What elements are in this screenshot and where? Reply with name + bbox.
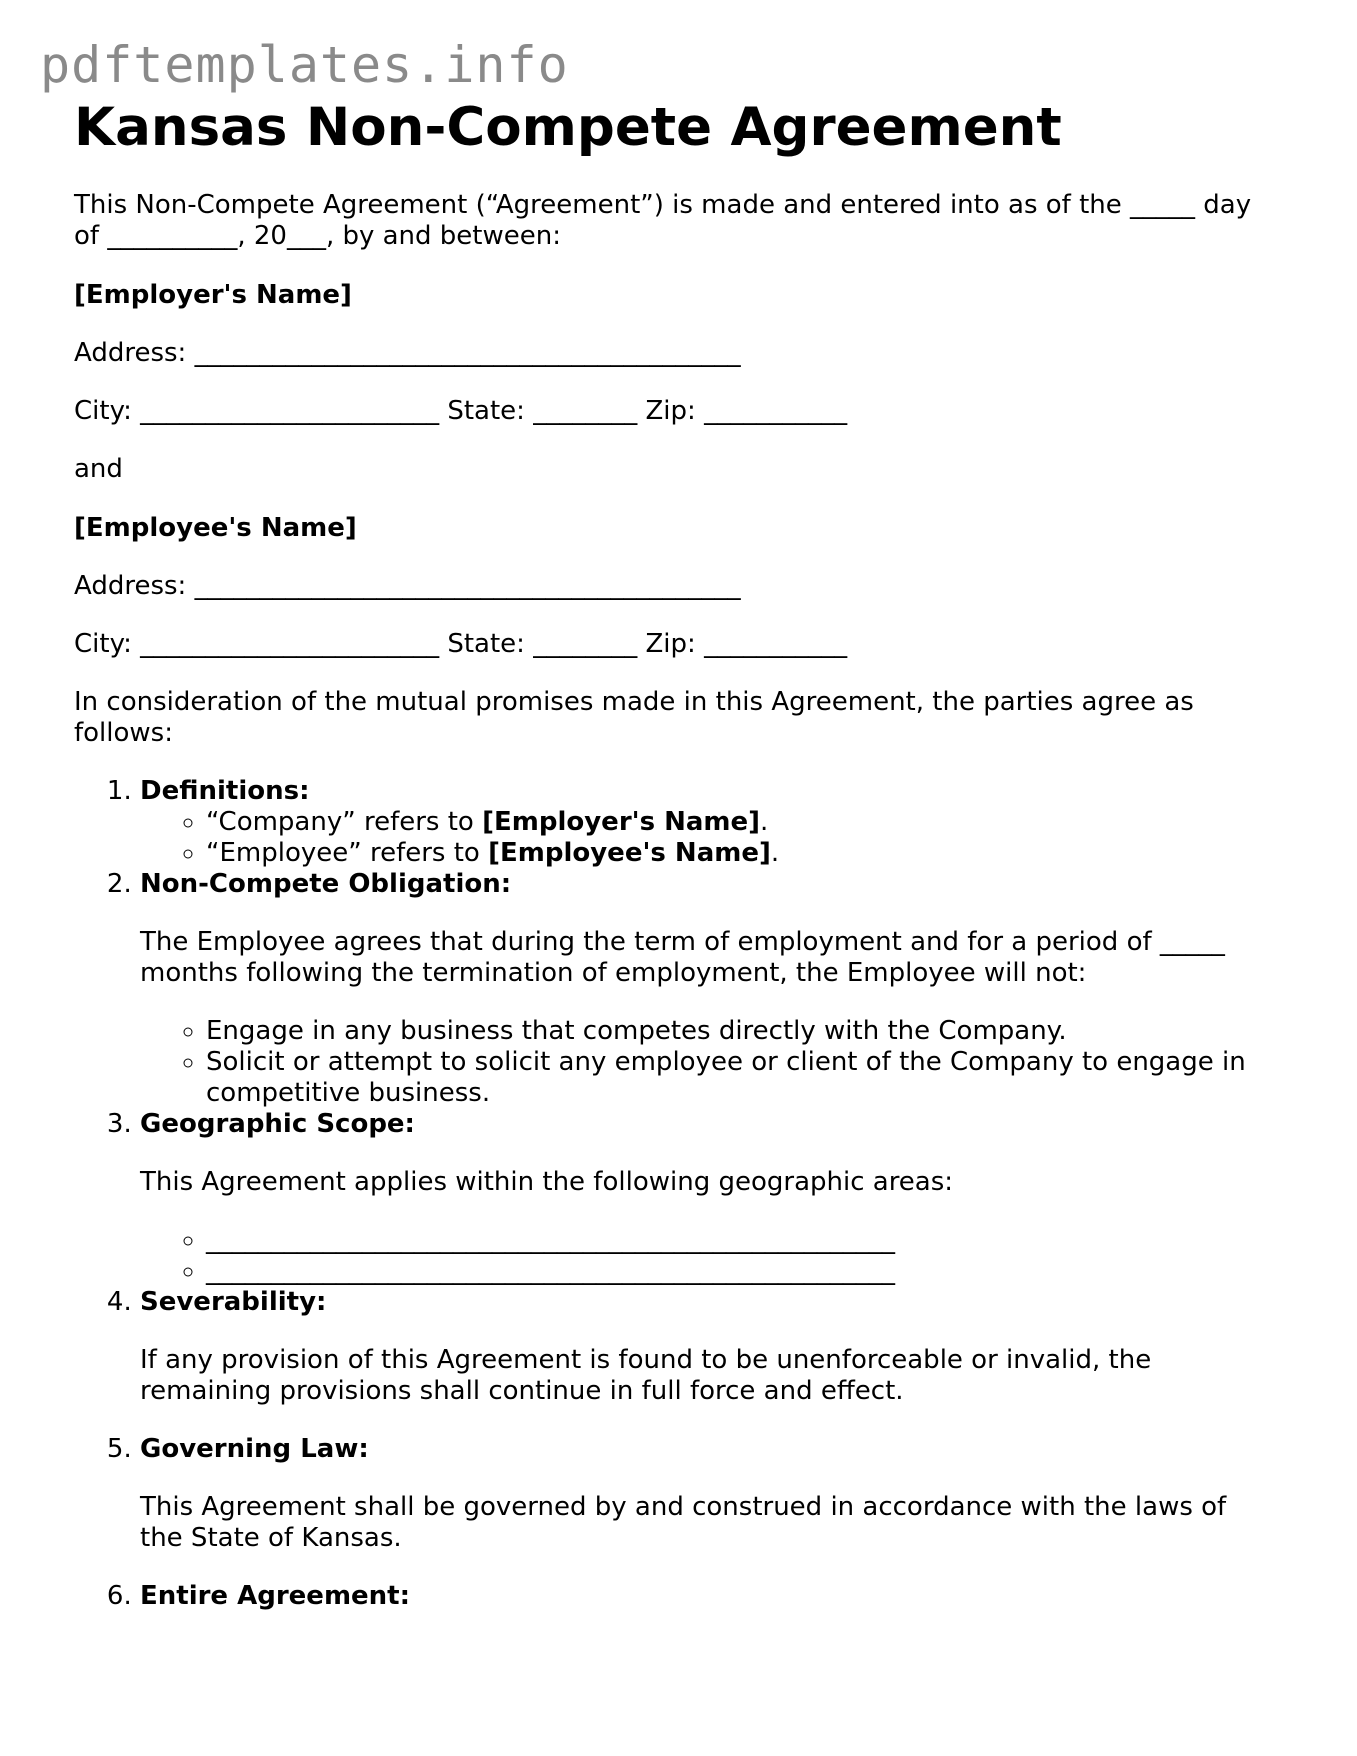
section-title: Geographic Scope:: [140, 1108, 415, 1139]
governing-law-paragraph: [140, 1492, 1294, 1554]
employer-state-field[interactable]: ________: [533, 395, 638, 426]
section-geographic-scope: [140, 1109, 1294, 1287]
sections-list: [74, 776, 1294, 1612]
section-governing-law: [140, 1434, 1294, 1554]
geographic-areas-list: [140, 1225, 1294, 1287]
governing-law-line-1: This Agreement shall be governed by and construed in accordance with the laws of: [140, 1491, 1227, 1522]
employee-city-state-zip-line: [74, 629, 1294, 660]
non-compete-line-2: months following the termination of employment, the Employee will not:: [140, 957, 1087, 988]
section-entire-agreement: [140, 1581, 1294, 1612]
definition-company-text: “Company” refers to: [206, 806, 483, 837]
definition-company-ref: [Employer's Name]: [482, 806, 761, 837]
intro-line-1: This Non-Compete Agreement (“Agreement”) is made and entered into as of the _____ day: [74, 189, 1252, 220]
geographic-area-field[interactable]: ◦ _____________________________________________________: [206, 1225, 1294, 1256]
severability-line-1: If any provision of this Agreement is found to be unenforceable or invalid, the: [140, 1344, 1152, 1375]
employee-state-label: State:: [447, 628, 525, 659]
employer-zip-field[interactable]: ___________: [704, 395, 848, 426]
employee-address-label: Address:: [74, 570, 187, 601]
employee-address-field[interactable]: __________________________________________: [194, 570, 741, 601]
section-title: Definitions:: [140, 775, 310, 806]
definition-employee-text: “Employee” refers to: [206, 837, 489, 868]
intro-paragraph: [74, 190, 1294, 252]
employee-state-field[interactable]: ________: [533, 628, 638, 659]
geographic-paragraph: This Agreement applies within the following geographic areas:: [140, 1166, 954, 1197]
employer-city-state-zip-line: [74, 396, 1294, 427]
definition-employee-period: .: [770, 837, 780, 868]
employee-city-label: City:: [74, 628, 132, 659]
definition-company: [206, 807, 1294, 838]
document-page: [74, 96, 1294, 1612]
watermark: pdftemplates.info: [40, 36, 569, 94]
section-title: Governing Law:: [140, 1433, 369, 1464]
geographic-area-field[interactable]: ◦ _____________________________________________________: [206, 1256, 1294, 1287]
document-title: Kansas Non-Compete Agreement: [74, 97, 1062, 158]
section-non-compete: [140, 869, 1294, 1109]
employee-city-field[interactable]: _______________________: [140, 628, 440, 659]
definition-employee: [206, 838, 1294, 869]
employer-address-label: Address:: [74, 337, 187, 368]
severability-paragraph: [140, 1345, 1294, 1407]
employer-name: [Employer's Name]: [74, 279, 352, 310]
employee-zip-field[interactable]: ___________: [704, 628, 848, 659]
non-compete-items: [140, 1016, 1294, 1109]
employee-zip-label: Zip:: [645, 628, 696, 659]
severability-line-2: remaining provisions shall continue in full force and effect.: [140, 1375, 904, 1406]
consideration-paragraph: In consideration of the mutual promises made in this Agreement, the parties agree as follows:: [74, 686, 1194, 748]
list-item: ◦ Engage in any business that competes directly with the Company.: [206, 1016, 1294, 1047]
employer-state-label: State:: [447, 395, 525, 426]
employer-address-field[interactable]: __________________________________________: [194, 337, 741, 368]
section-title: Non-Compete Obligation:: [140, 868, 512, 899]
employer-address-line: [74, 338, 1294, 369]
governing-law-line-2: the State of Kansas.: [140, 1522, 402, 1553]
section-title: Severability:: [140, 1286, 327, 1317]
employer-city-field[interactable]: _______________________: [140, 395, 440, 426]
employer-zip-label: Zip:: [645, 395, 696, 426]
definition-employee-ref: [Employee's Name]: [488, 837, 771, 868]
employee-address-line: [74, 571, 1294, 602]
non-compete-paragraph: [140, 927, 1294, 989]
section-definitions: [140, 776, 1294, 869]
definitions-list: [140, 807, 1294, 869]
section-severability: [140, 1287, 1294, 1407]
intro-line-2: of __________, 20___, by and between:: [74, 220, 561, 251]
and-connector: and: [74, 453, 123, 484]
list-item: ◦ Solicit or attempt to solicit any employee or client of the Company to engage in competitive business.: [206, 1047, 1294, 1109]
definition-company-period: .: [760, 806, 769, 837]
section-title: Entire Agreement:: [140, 1580, 411, 1611]
employer-city-label: City:: [74, 395, 132, 426]
employee-name: [Employee's Name]: [74, 512, 357, 543]
non-compete-line-1: The Employee agrees that during the term of employment and for a period of _____: [140, 926, 1225, 957]
